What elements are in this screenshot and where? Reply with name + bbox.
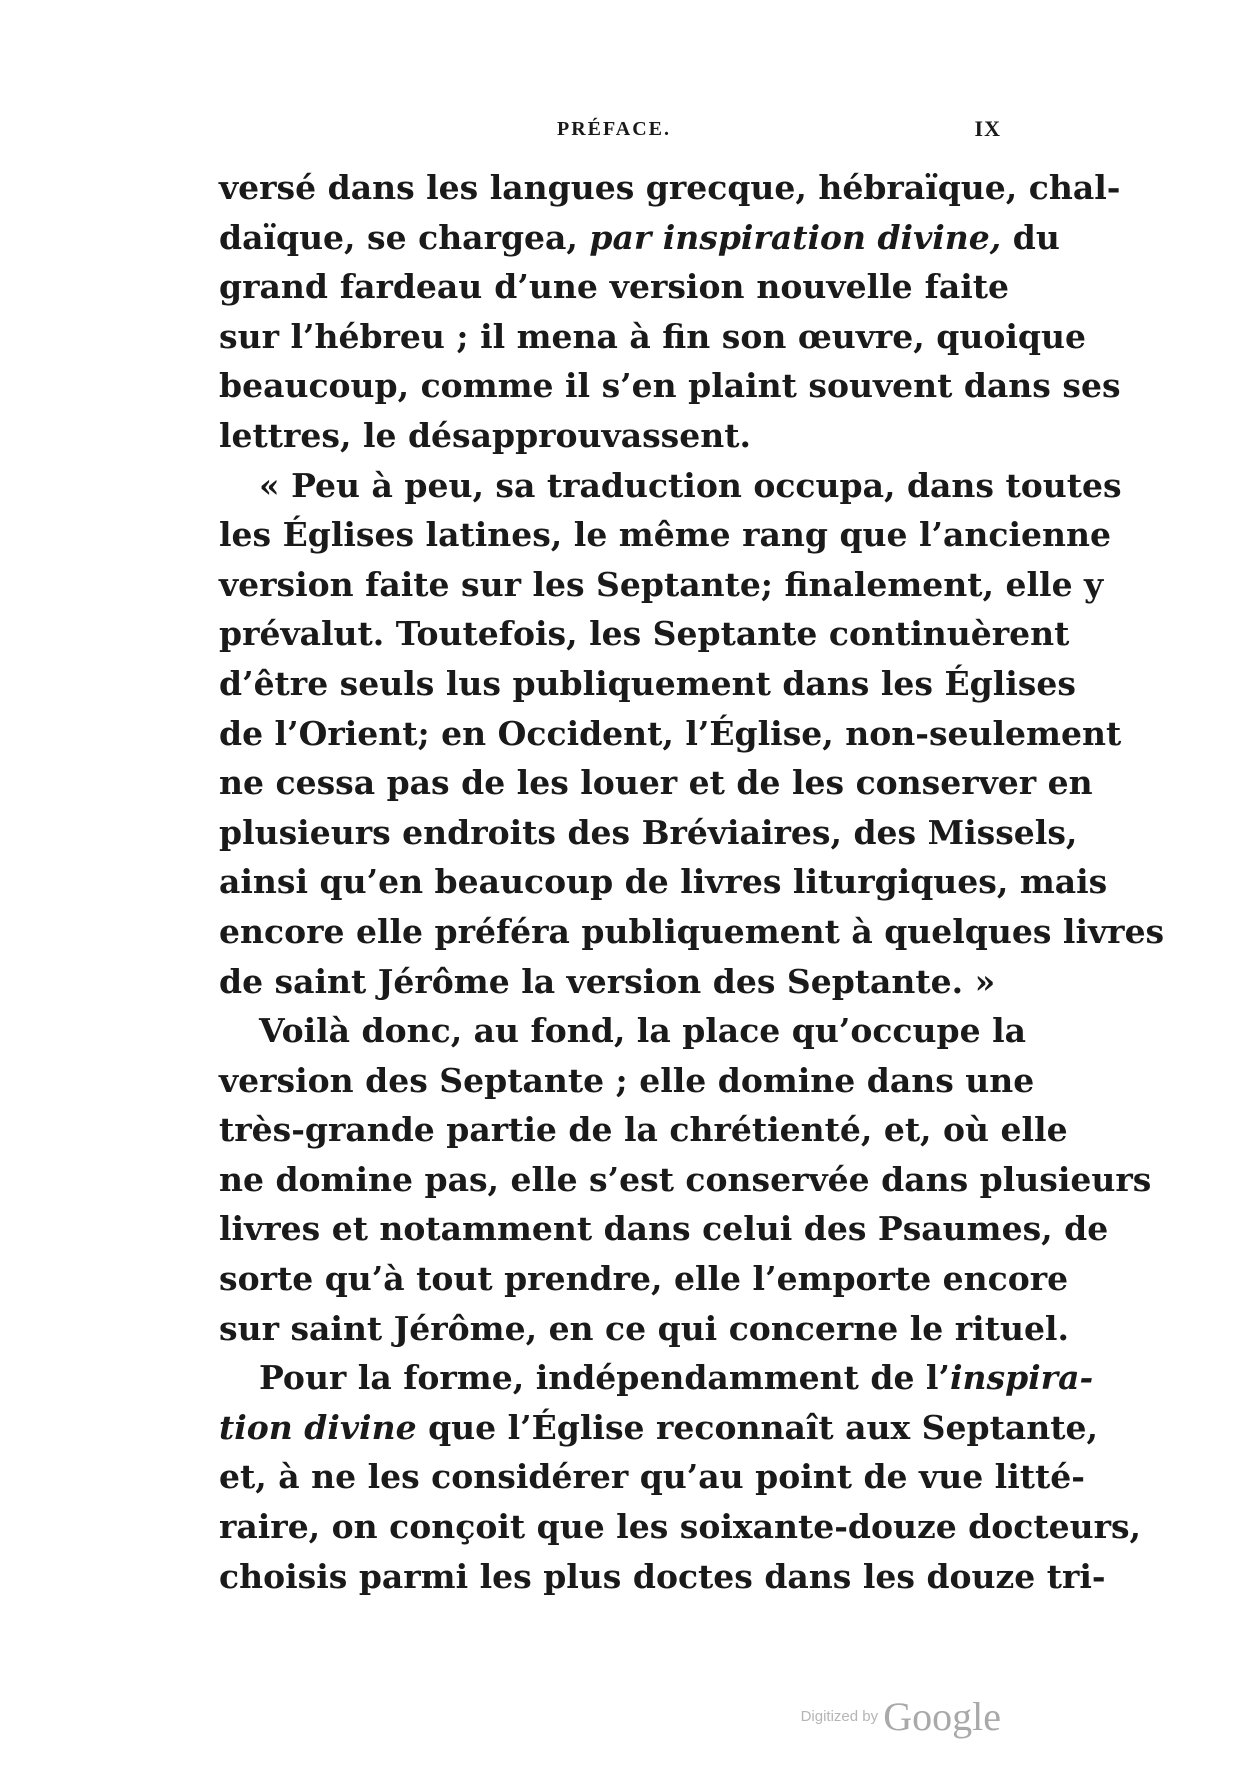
digitization-watermark [801,1693,1001,1740]
text-line: très-grande partie de la chrétienté, et, où elle [219,1110,1068,1150]
text-segment: du [1001,217,1060,257]
body-text [219,163,1165,1601]
watermark-brand: Google [883,1694,1001,1739]
text-line: version faite sur les Septante; finalement, elle y [219,564,1104,604]
text-line: de saint Jérôme la version des Septante. » [219,961,996,1001]
text-line: beaucoup, comme il s’en plaint souvent dans ses [219,366,1121,406]
text-line: lettres, le désapprouvassent. [219,415,751,455]
text-line: encore elle préféra publiquement à quelques livres [219,911,1165,951]
italic-phrase: inspira- [949,1358,1094,1398]
text-line [219,213,1060,263]
text-line: les Églises latines, le même rang que l’ancienne [219,515,1111,555]
text-line: livres et notamment dans celui des Psaumes, de [219,1209,1109,1249]
page-number: IX [974,116,1001,141]
text-line: prévalut. Toutefois, les Septante continuèrent [219,614,1070,654]
text-segment: Pour la forme, indépendamment de l’ [259,1358,950,1398]
italic-phrase: tion divine [219,1407,417,1447]
italic-phrase: par inspiration divine, [589,217,1002,257]
text-segment: que l’Église reconnaît aux Septante, [416,1407,1098,1447]
text-line: sur l’hébreu ; il mena à fin son œuvre, quoique [219,316,1086,356]
running-head [219,114,1009,144]
text-line: sorte qu’à tout prendre, elle l’emporte encore [219,1259,1069,1299]
text-line: raire, on conçoit que les soixante-douze docteurs, [219,1507,1142,1547]
text-line: plusieurs endroits des Bréviaires, des Missels, [219,812,1078,852]
text-line: d’être seuls lus publiquement dans les Églises [219,663,1076,703]
running-title: PRÉFACE. [557,118,671,140]
text-line: version des Septante ; elle domine dans une [219,1060,1035,1100]
text-line: ne domine pas, elle s’est conservée dans plusieurs [219,1159,1152,1199]
text-line: choisis parmi les plus doctes dans les douze tri- [219,1556,1106,1596]
text-line: de l’Orient; en Occident, l’Église, non-seulement [219,713,1122,753]
text-line: sur saint Jérôme, en ce qui concerne le rituel. [219,1308,1069,1348]
text-line: versé dans les langues grecque, hébraïque, chal- [219,168,1121,207]
watermark-prefix: Digitized by [800,1708,879,1725]
text-line: « Peu à peu, sa traduction occupa, dans toutes [259,465,1122,505]
text-line: ne cessa pas de les louer et de les conserver en [219,763,1093,803]
text-line: grand fardeau d’une version nouvelle faite [219,267,1009,307]
text-line [219,1353,1094,1403]
text-line [219,1403,1098,1453]
text-segment: daïque, se chargea, [219,217,590,257]
text-line: Voilà donc, au fond, la place qu’occupe la [259,1011,1026,1051]
text-line: et, à ne les considérer qu’au point de vue litté- [219,1457,1085,1497]
text-line: ainsi qu’en beaucoup de livres liturgiques, mais [219,862,1108,902]
